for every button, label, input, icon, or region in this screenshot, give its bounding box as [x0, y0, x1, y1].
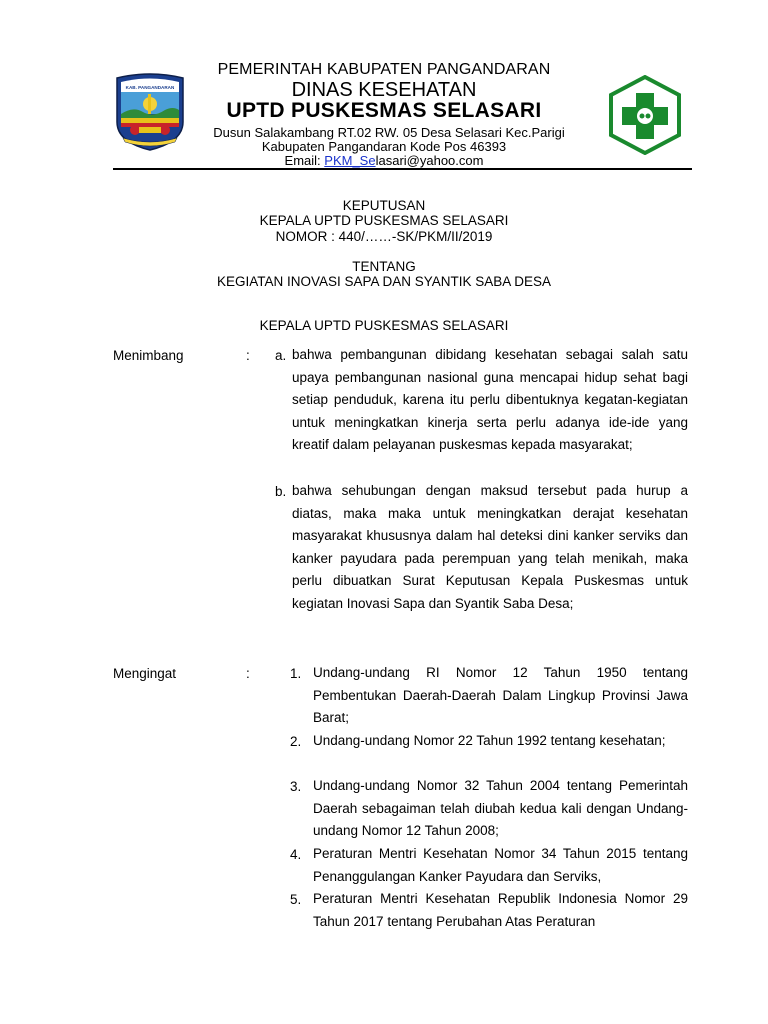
letterhead-institution: UPTD PUSKESMAS SELASARI — [226, 99, 542, 122]
mengingat-item-3: Undang-undang Nomor 32 Tahun 2004 tentang Pemerintah Daerah sebagaiman telah diubah kedua kali dengan Undang-undang Nomor 12 Tahun 2008; — [313, 778, 688, 839]
menimbang-item-b: bahwa sehubungan dengan maksud tersebut pada hurup a diatas, maka maka untuk meningkatkan derajat kesehatan masyarakat khususnya dalam hal deteksi dini kanker serviks dan kanker payudara pada perempuan yang telah menikah, maka perlu dibuatkan Surat Keputusan Kepala Puskesmas untuk kegiatan Inovasi Sapa dan Syantik Saba Desa; — [292, 483, 688, 611]
menimbang-colon: : — [246, 348, 250, 363]
email-label: Email: — [284, 153, 325, 168]
decree-number: NOMOR : 440/……-SK/PKM/II/2019 — [275, 229, 493, 244]
mengingat-item-5: Peraturan Mentri Kesehatan Republik Indonesia Nomor 29 Tahun 2017 tentang Perubahan Atas Peraturan — [313, 891, 688, 929]
mengingat-colon: : — [246, 666, 250, 681]
mengingat-label: Mengingat — [113, 666, 177, 681]
letterhead-government: PEMERINTAH KABUPATEN PANGANDARAN — [217, 61, 551, 78]
decree-subject: KEGIATAN INOVASI SAPA DAN SYANTIK SABA DESA — [216, 274, 552, 289]
menimbang-item-a: bahwa pembangunan dibidang kesehatan sebagai salah satu upaya pembangunan nasional guna mencapai hidup sehat bagi setiap penduduk, karena itu perlu dibentuknya kegatan-kegiatan untuk meningkatkan kinerja serta perlu adanya ide-ide yang kreatif dalam pelayanan puskesmas kepada masyarakat; — [292, 347, 688, 453]
mengingat-marker-1: 1. — [290, 666, 302, 681]
letterhead-divider — [113, 168, 692, 170]
mengingat-item-1: Undang-undang RI Nomor 12 Tahun 1950 tentang Pembentukan Daerah-Daerah Dalam Lingkup Provinsi Jawa Barat; — [313, 665, 688, 726]
decree-title: KEPUTUSAN — [342, 198, 426, 213]
letterhead-address-regency: Kabupaten Pangandaran Kode Pos 46393 — [261, 139, 507, 154]
menimbang-marker-a: a. — [275, 348, 287, 363]
emblem-label: KAB. PANGANDARAN — [125, 85, 175, 90]
mengingat-marker-5: 5. — [290, 892, 302, 907]
decree-tentang: TENTANG — [352, 259, 416, 274]
mengingat-marker-2: 2. — [290, 734, 302, 749]
decree-heading: KEPALA UPTD PUSKESMAS SELASARI — [259, 318, 509, 333]
letterhead-department: DINAS KESEHATAN — [291, 79, 477, 101]
decree-issuer: KEPALA UPTD PUSKESMAS SELASARI — [259, 213, 509, 228]
mengingat-item-4: Peraturan Mentri Kesehatan Nomor 34 Tahun 2015 tentang Penanggulangan Kanker Payudara dan Serviks, — [313, 846, 688, 884]
email-rest: lasari@yahoo.com — [375, 153, 484, 168]
menimbang-label: Menimbang — [113, 348, 184, 363]
mengingat-marker-4: 4. — [290, 847, 302, 862]
email-link[interactable]: PKM_Se — [324, 153, 376, 168]
letterhead-email — [0, 153, 768, 168]
mengingat-marker-3: 3. — [290, 779, 302, 794]
menimbang-marker-b: b. — [275, 484, 287, 499]
letterhead-address: Dusun Salakambang RT.02 RW. 05 Desa Selasari Kec.Parigi — [213, 125, 565, 140]
mengingat-item-2: Undang-undang Nomor 22 Tahun 1992 tentang kesehatan; — [313, 733, 666, 748]
